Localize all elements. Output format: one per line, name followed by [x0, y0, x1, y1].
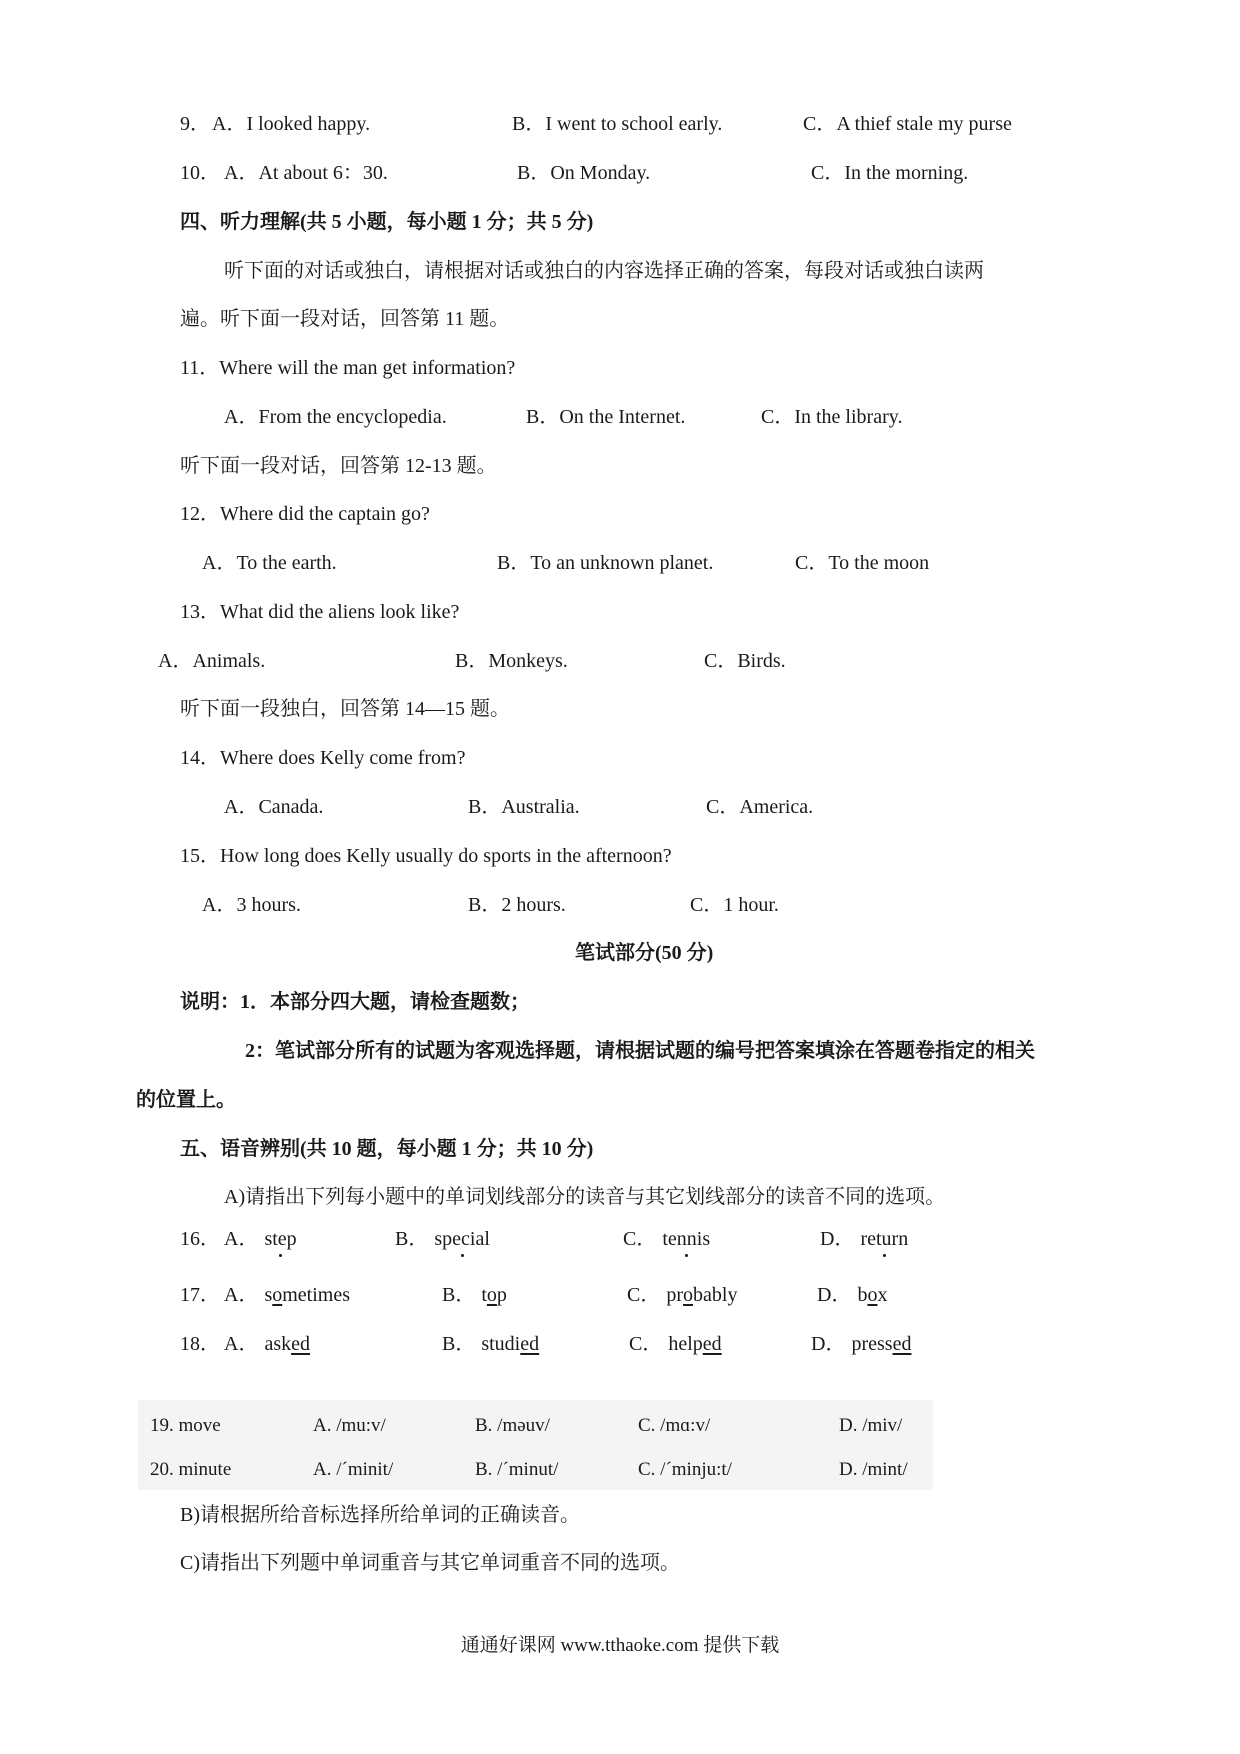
q18-option-c	[629, 1331, 722, 1357]
q19-word: 19. move	[150, 1415, 221, 1436]
q16-option-a	[224, 1226, 297, 1252]
q20-option-d: D. /mint/	[839, 1459, 908, 1480]
q17-option-a-label: A．	[224, 1284, 259, 1306]
q14-option-c: C．America.	[706, 796, 814, 818]
q20-option-b: B. /ˊminut/	[475, 1459, 559, 1480]
q17-number: 17．	[180, 1284, 220, 1306]
q12-stem: 12．Where did the captain go?	[180, 503, 430, 525]
q18-d-underlined: ed	[892, 1333, 912, 1355]
q18-a-pre: ask	[264, 1333, 292, 1355]
section5-part-a-instruction: A)请指出下列每小题中的单词划线部分的读音与其它划线部分的读音不同的选项。	[224, 1186, 946, 1208]
q19-option-c: C. /mɑ:v/	[638, 1415, 711, 1436]
written-note-3: 的位置上。	[136, 1089, 236, 1111]
q11-option-a: A．From the encyclopedia.	[224, 406, 447, 428]
q10-number: 10．	[180, 162, 220, 184]
q20-option-c: C. /ˊminju:t/	[638, 1459, 732, 1480]
section5-title: 五、语音辨别(共 10 题，每小题 1 分；共 10 分)	[180, 1138, 594, 1160]
q16-option-c-label: C．	[623, 1228, 657, 1250]
q20-option-a: A. /ˊminit/	[313, 1459, 394, 1480]
q19-option-b: B. /məuv/	[475, 1415, 550, 1436]
q16-option-d-label: D．	[820, 1228, 855, 1250]
section4-intro-line1: 听下面的对话或独白，请根据对话或独白的内容选择正确的答案，每段对话或独白读两	[224, 260, 984, 282]
q18-b-pre: studi	[481, 1333, 521, 1355]
q14-option-a: A．Canada.	[224, 796, 324, 818]
q17-c-underlined: o	[683, 1284, 694, 1306]
footer-source: 通通好课网 www.tthaoke.com 提供下载	[460, 1635, 780, 1656]
q15-option-b: B．2 hours.	[468, 894, 566, 916]
q18-option-a	[224, 1331, 310, 1357]
q17-d-underlined: o	[867, 1284, 878, 1306]
q11-stem: 11．Where will the man get information?	[180, 357, 516, 379]
q16-option-d-word: return	[860, 1228, 909, 1250]
q17-option-d	[817, 1282, 887, 1308]
section4-intro-line2: 遍。听下面一段对话，回答第 11 题。	[180, 308, 510, 330]
q15-option-c: C．1 hour.	[690, 894, 779, 916]
q15-stem: 15．How long does Kelly usually do sports in the afternoon?	[180, 845, 672, 867]
q12-option-a: A．To the earth.	[202, 552, 337, 574]
q16-option-a-label: A．	[224, 1228, 259, 1250]
q17-a-pre: s	[264, 1284, 273, 1306]
phonetics-table	[138, 1400, 933, 1490]
q16-option-c-word: tennis	[662, 1228, 711, 1250]
q19-option-d: D. /miv/	[839, 1415, 903, 1436]
q17-option-c	[627, 1282, 737, 1308]
q19-option-a: A. /mu:v/	[313, 1415, 386, 1436]
q14-option-b: B．Australia.	[468, 796, 580, 818]
q18-option-b	[442, 1331, 539, 1357]
q18-option-d-label: D．	[811, 1333, 846, 1355]
monologue-instruction: 听下面一段独白，回答第 14—15 题。	[180, 698, 510, 720]
q9-option-b: B．I went to school early.	[512, 113, 723, 135]
q9-option-a: A．I looked happy.	[212, 113, 371, 135]
q17-a-underlined: o	[272, 1284, 283, 1306]
q20-word: 20. minute	[150, 1459, 232, 1480]
q13-stem: 13．What did the aliens look like?	[180, 601, 460, 623]
q17-option-b-label: B．	[442, 1284, 476, 1306]
q13-option-a: A．Animals.	[158, 650, 266, 672]
q18-a-underlined: ed	[291, 1333, 311, 1355]
q18-option-c-label: C．	[629, 1333, 663, 1355]
q18-option-b-label: B．	[442, 1333, 476, 1355]
q17-b-pre: t	[481, 1284, 487, 1306]
q12-option-b: B．To an unknown planet.	[497, 552, 714, 574]
q15-option-a: A．3 hours.	[202, 894, 301, 916]
q17-d-pre: b	[857, 1284, 868, 1306]
q16-option-a-word: step	[264, 1228, 297, 1250]
q14-stem: 14．Where does Kelly come from?	[180, 747, 466, 769]
q18-c-underlined: ed	[702, 1333, 722, 1355]
q10-option-c: C．In the morning.	[811, 162, 969, 184]
q18-d-pre: press	[851, 1333, 893, 1355]
q17-a-post: metimes	[282, 1284, 351, 1306]
written-note-1: 说明：1．本部分四大题，请检查题数；	[180, 991, 530, 1013]
q9-number: 9．	[180, 113, 210, 135]
q17-option-c-label: C．	[627, 1284, 661, 1306]
dialog2-instruction: 听下面一段对话，回答第 12-13 题。	[180, 455, 497, 477]
q17-option-b	[442, 1282, 507, 1308]
q10-option-a: A．At about 6：30.	[224, 162, 388, 184]
section4-title: 四、听力理解(共 5 小题，每小题 1 分；共 5 分)	[180, 211, 594, 233]
q16-number: 16．	[180, 1228, 220, 1250]
q16-option-d	[820, 1226, 908, 1252]
q17-c-post: bably	[693, 1284, 738, 1306]
written-note-2: 2：笔试部分所有的试题为客观选择题，请根据试题的编号把答案填涂在答题卷指定的相关	[245, 1040, 1035, 1062]
q16-option-b-label: B．	[395, 1228, 429, 1250]
q18-number: 18．	[180, 1333, 220, 1355]
q18-c-pre: help	[668, 1333, 703, 1355]
q17-b-post: p	[496, 1284, 507, 1306]
q16-option-c	[623, 1226, 710, 1252]
q13-option-c: C．Birds.	[704, 650, 786, 672]
q17-d-post: x	[877, 1284, 888, 1306]
q9-option-c: C．A thief stale my purse	[803, 113, 1012, 135]
q17-option-a	[224, 1282, 350, 1308]
section5-part-b-instruction: B)请根据所给音标选择所给单词的正确读音。	[180, 1504, 580, 1526]
q11-option-c: C．In the library.	[761, 406, 903, 428]
q17-c-pre: pr	[666, 1284, 684, 1306]
q18-b-underlined: ed	[520, 1333, 540, 1355]
section5-part-c-instruction: C)请指出下列题中单词重音与其它单词重音不同的选项。	[180, 1552, 680, 1574]
q12-option-c: C．To the moon	[795, 552, 930, 574]
q16-option-b-word: special	[434, 1228, 490, 1250]
q10-option-b: B．On Monday.	[517, 162, 651, 184]
q17-option-d-label: D．	[817, 1284, 852, 1306]
q18-option-d	[811, 1331, 911, 1357]
q11-option-b: B．On the Internet.	[526, 406, 686, 428]
q17-b-underlined: o	[486, 1284, 497, 1306]
written-part-title: 笔试部分(50 分)	[575, 942, 714, 964]
q13-option-b: B．Monkeys.	[455, 650, 568, 672]
q16-option-b	[395, 1226, 490, 1252]
q18-option-a-label: A．	[224, 1333, 259, 1355]
